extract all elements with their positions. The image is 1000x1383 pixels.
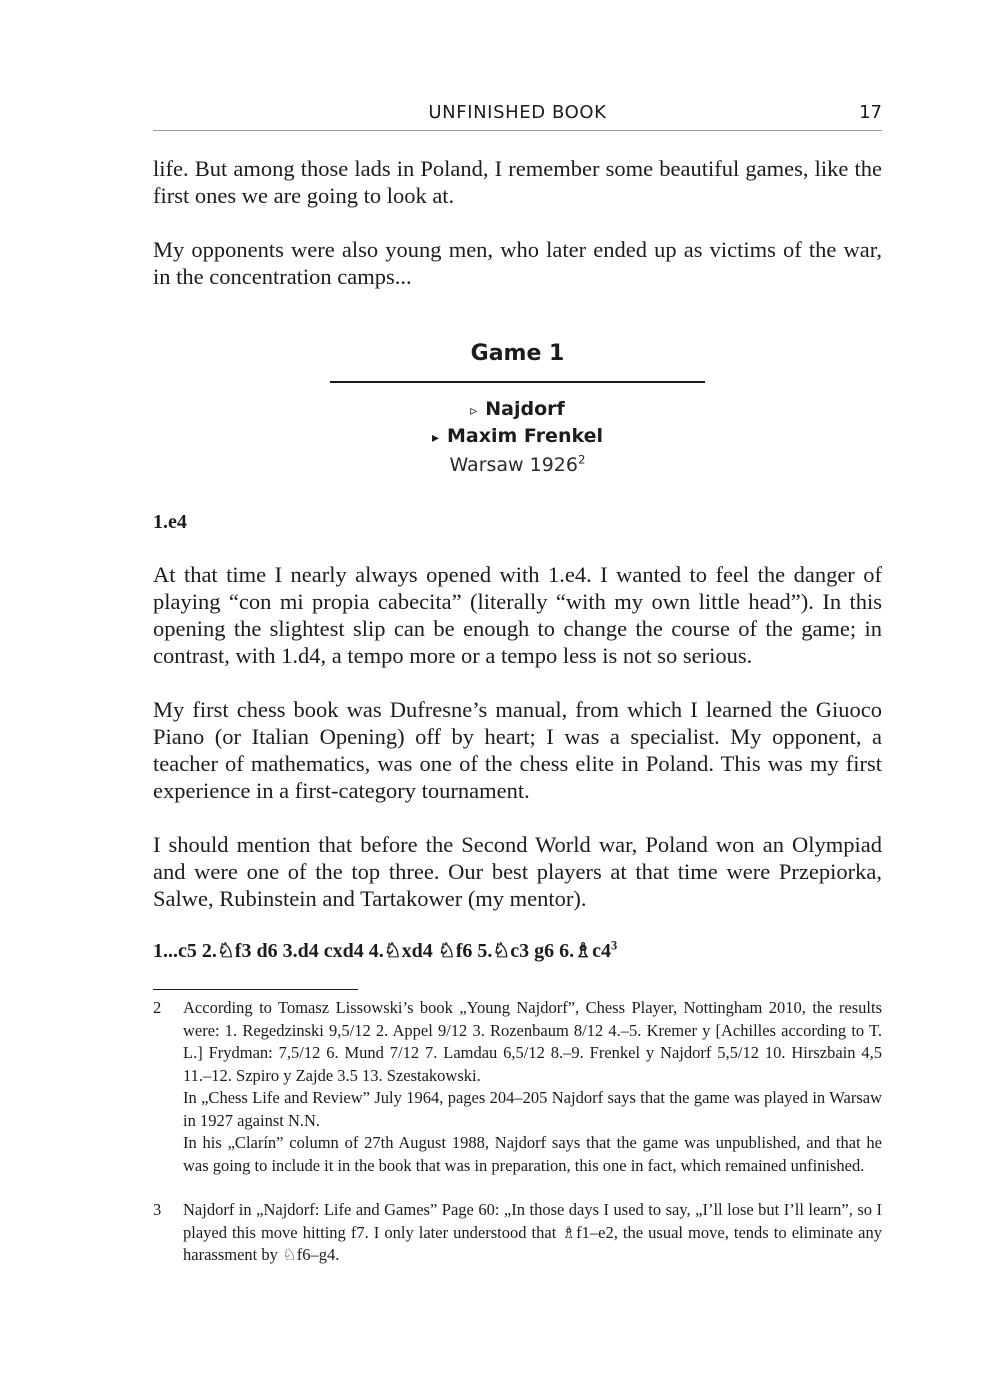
footnote-paragraph: In „Chess Life and Review” July 1964, pages 204–205 Najdorf says that the game was played in Warsaw in 1927 against N.N. — [183, 1088, 882, 1130]
game-venue — [330, 454, 705, 476]
footnote-3 — [153, 1199, 882, 1267]
black-player-line — [330, 425, 705, 447]
venue-text: Warsaw 1926 — [449, 454, 578, 476]
footnote-ref-3[interactable]: 3 — [610, 938, 618, 953]
game-title-rule — [330, 381, 705, 383]
white-player-name: Najdorf — [485, 398, 565, 420]
footnote-ref-2[interactable]: 2 — [578, 452, 586, 467]
black-marker-icon: ▸ — [431, 430, 440, 446]
game-title: Game 1 — [470, 341, 565, 366]
white-marker-icon: ▹ — [470, 403, 478, 419]
page-number: 17 — [859, 102, 882, 123]
move-1e4: 1.e4 — [153, 511, 187, 533]
white-player-line — [330, 398, 705, 420]
footnote-2 — [153, 997, 882, 1177]
running-title: UNFINISHED BOOK — [428, 102, 607, 123]
body-paragraph-3: I should mention that before the Second World war, Poland won an Olympiad and were one of the top three. Our best players at that time were Przepiorka, Salwe, Rubinstein and Tartakower (my mentor). — [153, 832, 882, 911]
black-player-name: Maxim Frenkel — [447, 425, 603, 447]
running-header — [153, 100, 882, 131]
footnote-separator — [153, 989, 358, 990]
body-paragraph-2: My first chess book was Dufresne’s manual, from which I learned the Giuoco Piano (or Italian Opening) off by heart; I was a specialist. My opponent, a teacher of mathematics, was one of the chess elite in Poland. This was my first experience in a first-category tournament. — [153, 697, 882, 803]
intro-paragraph-2: My opponents were also young men, who later ended up as victims of the war, in the concentration camps... — [153, 237, 882, 289]
footnote-paragraph: Najdorf in „Najdorf: Life and Games” Page 60: „In those days I used to say, „I’ll lose but I’ll learn”, so I played this move hitting f7. I only later understood that ♗f1–e2, the usual move, tends to eliminate any harassment by ♘f6–g4. — [183, 1200, 882, 1264]
moves-line — [153, 938, 617, 963]
footnote-paragraph: According to Tomasz Lissowski’s book „Young Najdorf”, Chess Player, Nottingham 2010, the results were: 1. Regedzinski 9,5/12 2. Appel 9/12 3. Rozenbaum 8/12 4.–5. Kremer y [Achilles according to T. L.] Frydman: 7,5/12 6. Mund 7/12 7. Lamdau 6,5/12 8.–9. Frenkel y Najdorf 5,5/12 10. Hirszbain 4,5 11.–12. Szpiro y Zajde 3.5 13. Szestakowski. — [183, 998, 882, 1085]
intro-paragraph-1: life. But among those lads in Poland, I remember some beautiful games, like the first ones we are going to look at. — [153, 156, 882, 208]
footnote-number: 3 — [153, 1200, 162, 1219]
footnote-paragraph: In his „Clarín” column of 27th August 1988, Najdorf says that the game was unpublished, and that he was going to include it in the book that was in preparation, this one in fact, which remained unfinished. — [183, 1133, 882, 1175]
footnote-number: 2 — [153, 998, 162, 1017]
body-paragraph-1: At that time I nearly always opened with 1.e4. I wanted to feel the danger of playing “con mi propia cabecita” (literally “with my own little head”). In this opening the slightest slip can be enough to change the course of the game; in contrast, with 1.d4, a tempo more or a tempo less is not so serious. — [153, 562, 882, 668]
moves-text: 1...c5 2.♘f3 d6 3.d4 cxd4 4.♘xd4 ♘f6 5.♘c3 g6 6.♗c4 — [153, 940, 611, 962]
